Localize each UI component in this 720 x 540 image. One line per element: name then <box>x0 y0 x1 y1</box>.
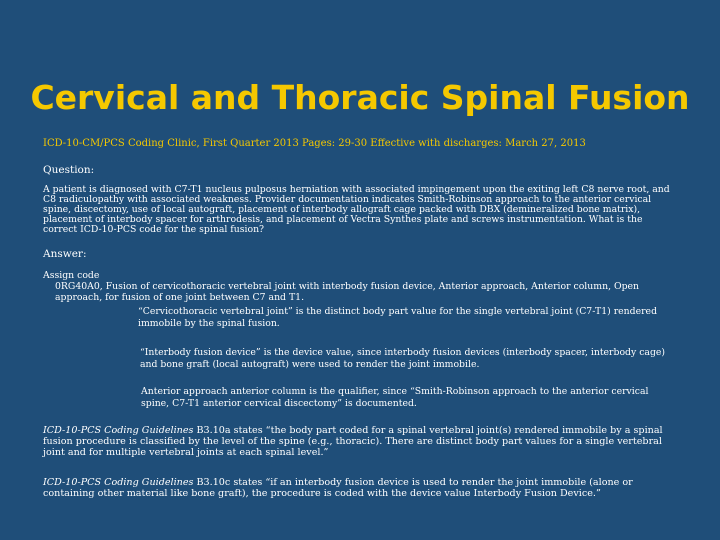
guideline-source: ICD-10-PCS Coding Guidelines <box>43 477 194 488</box>
guideline-b310a <box>43 425 683 458</box>
answer-text <box>43 270 683 303</box>
slide-title: Cervical and Thoracic Spinal Fusion <box>30 78 690 117</box>
answer-code-text: 0RG40A0, Fusion of cervicothoracic vertebral joint with interbody fusion device, Anterior approach, Anterior column, Open approach, for fusion of one joint between C7 and T1. <box>55 281 640 303</box>
guideline-text: B3.10a states “the body part coded for a spinal vertebral joint(s) rendered immobile by a spinal fusion procedure is classified by the level of the spine (e.g., thoracic). There are distinct body part values for a single vertebral joint and for multiple vertebral joints at each spinal level.” <box>43 425 663 458</box>
answer-point-body-part: “Cervicothoracic vertebral joint” is the distinct body part value for the single vertebral joint (C7-T1) rendered immobile by the spinal fusion. <box>138 306 658 329</box>
answer-point-device: “Interbody fusion device” is the device value, since interbody fusion devices (interbody spacer, interbody cage) and bone graft (local autograft) were used to render the joint immobile. <box>140 347 666 370</box>
guideline-b310c <box>43 477 683 499</box>
answer-prefix: Assign code <box>43 270 100 281</box>
answer-heading: Answer: <box>43 248 87 260</box>
guideline-text: B3.10c states “if an interbody fusion device is used to render the joint immobile (alone or containing other material like bone graft), the procedure is coded with the device value Interbody Fusion Device.” <box>43 477 633 499</box>
answer-point-qualifier: Anterior approach anterior column is the qualifier, since “Smith-Robinson approach to the anterior cervical spine, C7-T1 anterior cervical discectomy” is documented. <box>141 386 649 409</box>
question-text: A patient is diagnosed with C7-T1 nucleus pulposus herniation with associated impingement upon the exiting left C8 nerve root, and C8 radiculopathy with associated weakness. Provider documentation indicates Smith-Robinson approach to the anterior cervical spine, discectomy, use of local autograft, placement of interbody allograft cage packed with DBX (demineralized bone matrix), placement of interbody spacer for arthrodesis, and placement of Vectra Synthes plate and screws instrumentation. What is the correct ICD-10-PCS code for the spinal fusion? <box>43 184 670 235</box>
question-heading: Question: <box>43 164 95 176</box>
source-citation: ICD-10-CM/PCS Coding Clinic, First Quarter 2013 Pages: 29-30 Effective with discharges: March 27, 2013 <box>43 138 586 149</box>
guideline-source: ICD-10-PCS Coding Guidelines <box>43 425 194 436</box>
